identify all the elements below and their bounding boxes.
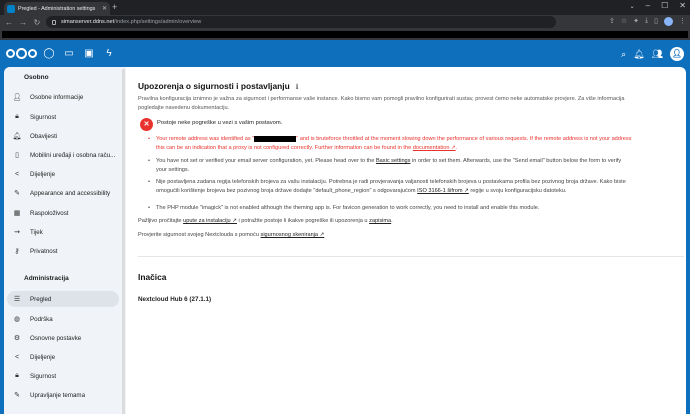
share-icon: < [14,170,20,178]
key-icon: ⚷ [14,248,20,255]
sidebar-item-overview[interactable] [7,291,119,307]
window-controls [630,1,686,10]
install-guide-text [138,218,678,224]
contacts-icon[interactable]: 👥︎ [651,49,663,59]
app-content-frame [4,67,686,414]
sidebar-item-sharing[interactable] [7,166,119,182]
maximize-icon[interactable]: ☐ [661,1,669,10]
intro-text [138,95,678,112]
browser-toolbar-icons [609,17,686,26]
paint-brush-icon: ✎ [14,392,20,399]
guide-text: Pažljivo pročitajte [138,218,182,224]
warning-text: " and is bruteforce throttled at the moment slowing down the performance of various requests. If the remote address is not your address [296,136,632,142]
header-right [621,47,684,61]
lock-icon: 🔒︎ [15,113,19,120]
scan-text: Provjerite sigurnost svojeg Nextclouda s pomoću [138,232,259,238]
sidebar-scrollbar[interactable] [122,69,125,414]
guide-text: i potražite postoje li ikakve pogreške ili upozorenja u [238,218,368,224]
warning-email [148,157,678,174]
security-scan-text [138,232,678,238]
sidebar-item-label: Pregled [30,295,52,303]
nextcloud-header [0,40,690,67]
calendar-icon: ▦ [13,210,21,217]
lock-icon: 🔒︎ [15,372,19,379]
url-domain: simanserver.ddns.net [61,19,115,25]
main-content [138,67,684,414]
intro-line: pogledajte navedenu dokumentaciju. [138,104,230,111]
sidebar-item-label: Osobne informacije [30,93,84,101]
list-icon: ☰ [13,296,21,303]
sidebar-item-personal-info[interactable] [7,89,119,105]
extensions-icon[interactable]: ✦ [633,18,640,25]
sidebar-item-admin-sharing[interactable] [7,349,119,365]
sidebar-heading-personal: Osobno [24,74,49,81]
sidebar-item-security[interactable] [7,109,119,125]
bookmark-star-icon[interactable]: ☆ [620,18,628,25]
sidepanel-icon[interactable]: ▯ [654,18,658,25]
gear-icon: ⚙ [13,335,21,342]
basic-settings-link[interactable]: Basic settings [375,158,411,164]
warning-text: omogućili korištenje brojeva bez pozivnog broja države dodajte "default_phone_region" s odgovarajućom [156,187,416,194]
sidebar-item-label: Raspoloživost [30,209,69,217]
share-icon: < [14,353,20,361]
profile-avatar-icon[interactable] [664,17,673,26]
sidebar-item-theming[interactable] [7,387,119,403]
lock-icon [52,20,56,25]
mobile-icon: ▯ [15,152,19,159]
nextcloud-favicon-icon [7,5,15,13]
warning-text: You have not set or verified your email server configuration, yet. Please head over to the [156,158,375,164]
paint-brush-icon: ✎ [14,190,20,197]
guide-text: . [391,218,393,224]
version-section-title: Inačica [138,272,167,282]
reload-icon[interactable]: ↻ [33,17,41,27]
bell-icon: 🔔︎ [12,133,22,140]
warning-text: Nije postavljena zadana regija telefonskih brojeva za vašu instalaciju. Potrebna je radi provjeravanja valjanosti telefonskih brojeva u postavkama profila bez pozivnog broja države. Kako biste [156,179,626,185]
sidebar-item-label: Upravljanje temama [30,391,86,399]
sidebar-item-workflow[interactable] [7,224,119,240]
sidebar-item-basic-settings[interactable] [7,330,119,346]
share-icon[interactable]: ⇪ [609,18,615,25]
sidebar-item-label: Sigurnost [30,372,57,380]
sidebar-item-support[interactable] [7,311,119,327]
warning-text: regije u svoju konfiguracijsku datoteku. [470,187,567,194]
sidebar-item-appearance[interactable] [7,185,119,201]
warning-text: Your remote address was identified as " [156,136,255,142]
sidebar-item-privacy[interactable] [7,243,119,259]
sidebar-heading-admin: Administracija [24,275,69,282]
bookmarks-bar [0,29,690,40]
sidebar-item-label: Podrška [30,315,53,323]
sidebar-item-notifications[interactable] [7,128,119,144]
sidebar-item-label: Sigurnost [30,113,57,121]
security-section-title [138,81,298,91]
iso-code-link[interactable]: ISO 3166-1 šifrom ↗ [417,187,469,194]
url-path: /index.php/settings/admin/overview [114,19,202,25]
redacted-ip [254,136,296,142]
files-icon[interactable]: ▭ [64,48,74,59]
error-title: Postoje neke pogreške u vezi s vašim postavom. [157,120,283,126]
url-field[interactable] [46,16,556,28]
documentation-link[interactable]: documentation ↗ [412,144,456,151]
sidebar-item-label: Tijek [30,228,43,236]
window-close-icon[interactable]: ✕ [679,1,686,10]
nextcloud-logo-icon[interactable] [6,48,37,59]
back-icon[interactable]: ← [5,17,13,27]
photos-icon[interactable]: ▣ [84,48,94,59]
logs-link[interactable]: zapisima [369,218,392,224]
info-icon[interactable]: ℹ [295,84,299,91]
section-divider [138,256,684,257]
browser-tab[interactable] [4,2,110,15]
support-icon: ◍ [13,316,21,323]
intro-line: Pravilna konfiguracija iznimno je važna za sigurnost i performanse vaše instance. Kako bismo vam pomogli pravilno konfigurirati sustav, provest ćemo neke automatske provjere. Za više informacija [138,96,625,102]
search-icon[interactable]: ⌕ [621,49,627,59]
new-tab-button[interactable]: + [112,2,118,12]
tab-title: Pregled - Administration settings [18,5,96,12]
forward-icon[interactable]: → [19,17,27,27]
warning-remote-address [148,135,678,152]
section-title-text: Upozorenja o sigurnosti i postavljanju [138,81,290,91]
sidebar-item-admin-security[interactable] [7,368,119,384]
sidebar-item-label: Obavijesti [30,132,58,140]
error-icon: ✕ [140,118,153,131]
version-value: Nextcloud Hub 6 (27.1.1) [138,296,212,303]
redacted-region [2,31,688,38]
notifications-icon[interactable]: 🔔︎ [633,49,645,59]
tab-close-icon[interactable]: ✕ [101,6,107,12]
browser-menu-icon[interactable]: ⋮ [679,18,686,25]
dashboard-icon[interactable]: ◯ [43,48,55,59]
address-bar-row [0,15,690,29]
sidebar-item-label: Mobilini uređaji i osobna raču... [30,151,116,159]
activity-icon[interactable]: ϟ [106,48,112,59]
sidebar-item-label: Appearance and accessibility [30,189,111,197]
browser-tabbar [0,0,690,15]
warning-text: in order to set them. Afterwards, use the "Send email" button below the form to verify [412,158,622,164]
user-avatar[interactable]: 👤︎ [670,47,684,61]
settings-sidebar [4,67,126,414]
minimize-icon[interactable]: – [645,1,651,10]
user-icon: 👤︎ [12,94,22,101]
app-menu [42,47,116,61]
flow-icon: ⇝ [14,229,20,236]
sidebar-item-devices[interactable] [7,147,119,163]
sidebar-item-availability[interactable] [7,205,119,221]
warning-imagick: • The PHP module "imagick" is not enabled although the theming app is. For favicon generation to work correctly, you need to install and enable this module. [148,204,678,213]
install-guide-link[interactable]: upute za instalaciju ↗ [183,218,237,224]
security-scan-link[interactable]: sigurnosnog skeniranja ↗ [260,232,325,238]
sidebar-item-label: Osnovne postavke [30,334,82,342]
warning-text: your settings. [156,166,190,173]
sidebar-item-label: Dijeljenje [30,353,56,361]
tab-search-icon[interactable]: ⌄ [629,4,635,10]
sidebar-item-label: Privatnost [30,247,58,255]
warning-phone-region [148,178,678,195]
warning-text: this can be an indication that a proxy is not configured correctly. Further information can be found in the [156,144,412,151]
sidebar-item-label: Dijeljenje [30,170,56,178]
downloads-icon[interactable]: ⤓ [645,17,649,24]
warning-text: . [455,144,458,151]
